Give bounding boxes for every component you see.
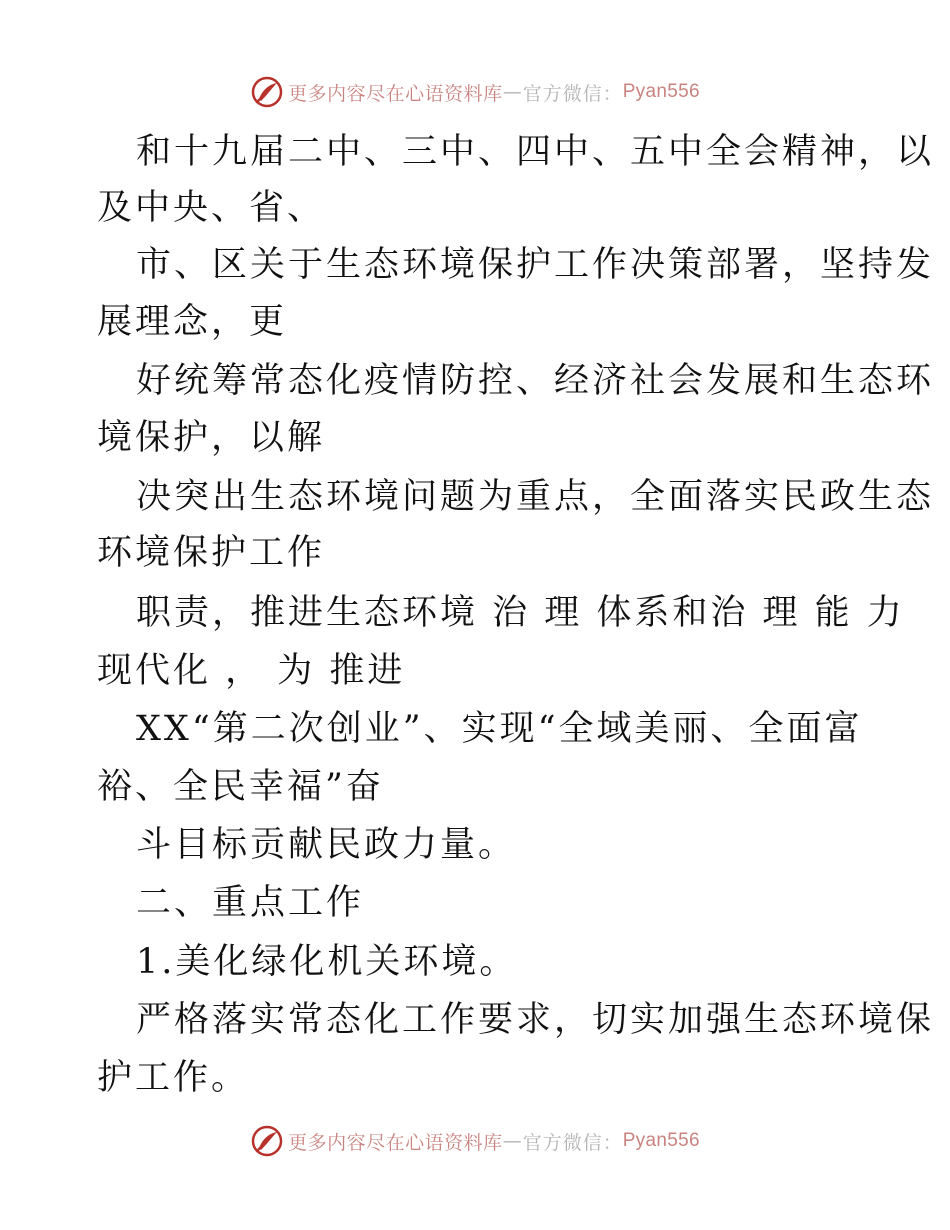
paragraph-line: 现代化 ， 为 推进 — [97, 651, 406, 691]
subsection-heading: 1.美化绿化机关环境。 — [136, 942, 518, 982]
paragraph-line: 和十九届二中、三中、四中、五中全会精神，以 — [136, 132, 935, 172]
paragraph-line: 斗目标贡献民政力量。 — [136, 825, 517, 865]
banner-dash: — — [502, 1130, 523, 1152]
banner-text: 更多内容尽在心语资料库 — [288, 82, 503, 105]
paragraph-line: 好统筹常态化疫情防控、经济社会发展和生态环 — [136, 361, 935, 401]
paragraph-line: 职责，推进生态环境 治 理 体系和治 理 能 力 — [136, 593, 905, 633]
paragraph-line: 裕、全民幸福”奋 — [97, 767, 384, 807]
paragraph-line: 决突出生态环境问题为重点，全面落实民政生态 — [136, 477, 935, 517]
banner-wechat-label: 官方微信： — [522, 1131, 623, 1154]
paragraph-line: 及中央、省、 — [97, 188, 326, 228]
paragraph-line: 环境保护工作 — [97, 533, 326, 573]
header-banner — [0, 72, 950, 112]
library-logo-icon — [250, 1124, 284, 1158]
paragraph-line: 严格落实常态化工作要求，切实加强生态环境保 — [136, 1000, 935, 1040]
paragraph-line: 市、区关于生态环境保护工作决策部署，坚持发 — [136, 245, 935, 285]
paragraph-line: 护工作。 — [97, 1058, 250, 1098]
banner-wechat-id: Pyan556 — [622, 1130, 700, 1151]
paragraph-line: XX“第二次创业”、实现“全域美丽、全面富 — [136, 709, 863, 749]
footer-banner — [0, 1121, 950, 1161]
paragraph-line: 境保护，以解 — [97, 418, 326, 458]
banner-wechat-id: Pyan556 — [622, 81, 700, 102]
section-heading: 二、重点工作 — [136, 883, 365, 923]
banner-dash: — — [502, 81, 523, 103]
banner-text: 更多内容尽在心语资料库 — [288, 1131, 503, 1154]
paragraph-line: 展理念，更 — [97, 302, 288, 342]
banner-wechat-label: 官方微信： — [522, 82, 623, 105]
library-logo-icon — [250, 75, 284, 109]
